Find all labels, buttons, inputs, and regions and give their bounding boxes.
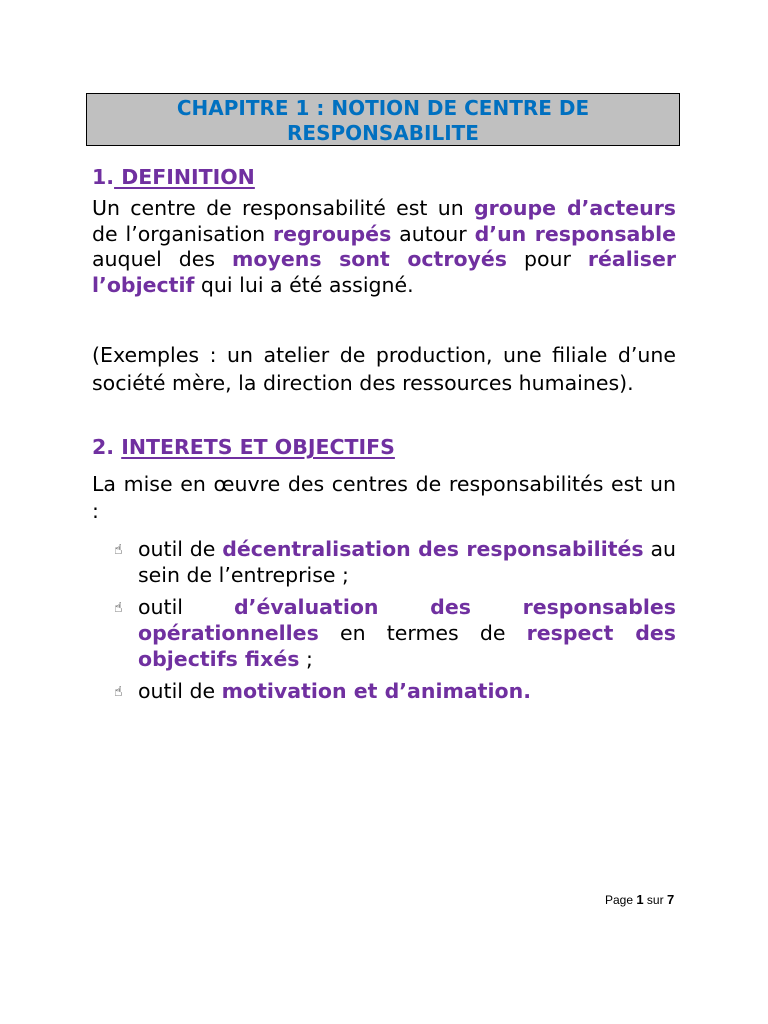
definition-text-1: Un centre de responsabilité est un [92, 196, 474, 220]
bullet-item-2 [114, 594, 676, 672]
section2-heading [92, 434, 395, 460]
bullet-2-text-3: ; [299, 647, 313, 671]
bullet-1-highlight: décentralisation des responsabilités [222, 537, 644, 561]
section1-heading [92, 164, 255, 190]
chapter-title-box [86, 93, 680, 146]
section1-number: 1. [92, 165, 115, 189]
definition-highlight-2: regroupés [273, 221, 392, 246]
definition-text-6: qui lui a été assigné. [194, 272, 414, 297]
bullet-2-text-1: outil [138, 595, 234, 619]
examples-paragraph: (Exemples : un atelier de production, une filiale d’une société mère, la direction des ressources humaines). [92, 343, 676, 395]
definition-highlight-3: d’un responsable [474, 221, 676, 246]
bullet-1-text-1: outil de [138, 537, 223, 561]
bullet-item-1 [114, 536, 676, 588]
page-footer [605, 892, 674, 907]
bullet-3-text-1: outil de [138, 679, 222, 703]
footer-current-page: 1 [636, 892, 644, 907]
definition-highlight-4: moyens sont octroyés [232, 247, 508, 271]
footer-total-pages: 7 [666, 892, 675, 907]
section2-intro: La mise en œuvre des centres de responsabilités est un : [92, 472, 676, 523]
bullet-2-highlight-2: respect des objectifs fixés [138, 621, 676, 671]
definition-highlight-1: groupe d’acteurs [474, 196, 677, 220]
bullet-2-highlight-1: d’évaluation des responsables opérationnelles [138, 595, 677, 645]
chapter-title-line1: CHAPITRE 1 : NOTION DE CENTRE DE [176, 96, 590, 120]
bullet-2-text-2: en termes de [318, 621, 527, 645]
definition-text-4: auquel des [92, 247, 233, 271]
definition-highlight-5: réaliser l’objectif [92, 247, 676, 297]
definition-text-5: pour [507, 247, 588, 271]
footer-page-word: Page [605, 893, 637, 907]
pointing-hand-icon: ☝ [114, 542, 123, 558]
definition-text-3: autour [391, 221, 475, 246]
footer-sur-word: sur [643, 893, 667, 907]
section1-title: DEFINITION [114, 165, 255, 189]
bullet-item-3 [114, 678, 676, 704]
pointing-hand-icon: ☝ [114, 600, 123, 616]
bullet-3-highlight: motivation et d’animation. [221, 679, 531, 703]
definition-paragraph [92, 196, 676, 298]
pointing-hand-icon: ☝ [114, 684, 123, 700]
section2-number: 2. [92, 435, 115, 459]
section2-title: INTERETS ET OBJECTIFS [121, 435, 395, 459]
chapter-title-line2: RESPONSABILITE [287, 121, 479, 145]
definition-text-2: de l’organisation [92, 221, 274, 246]
bullet-1-text-2: au sein de l’entreprise ; [138, 537, 676, 587]
